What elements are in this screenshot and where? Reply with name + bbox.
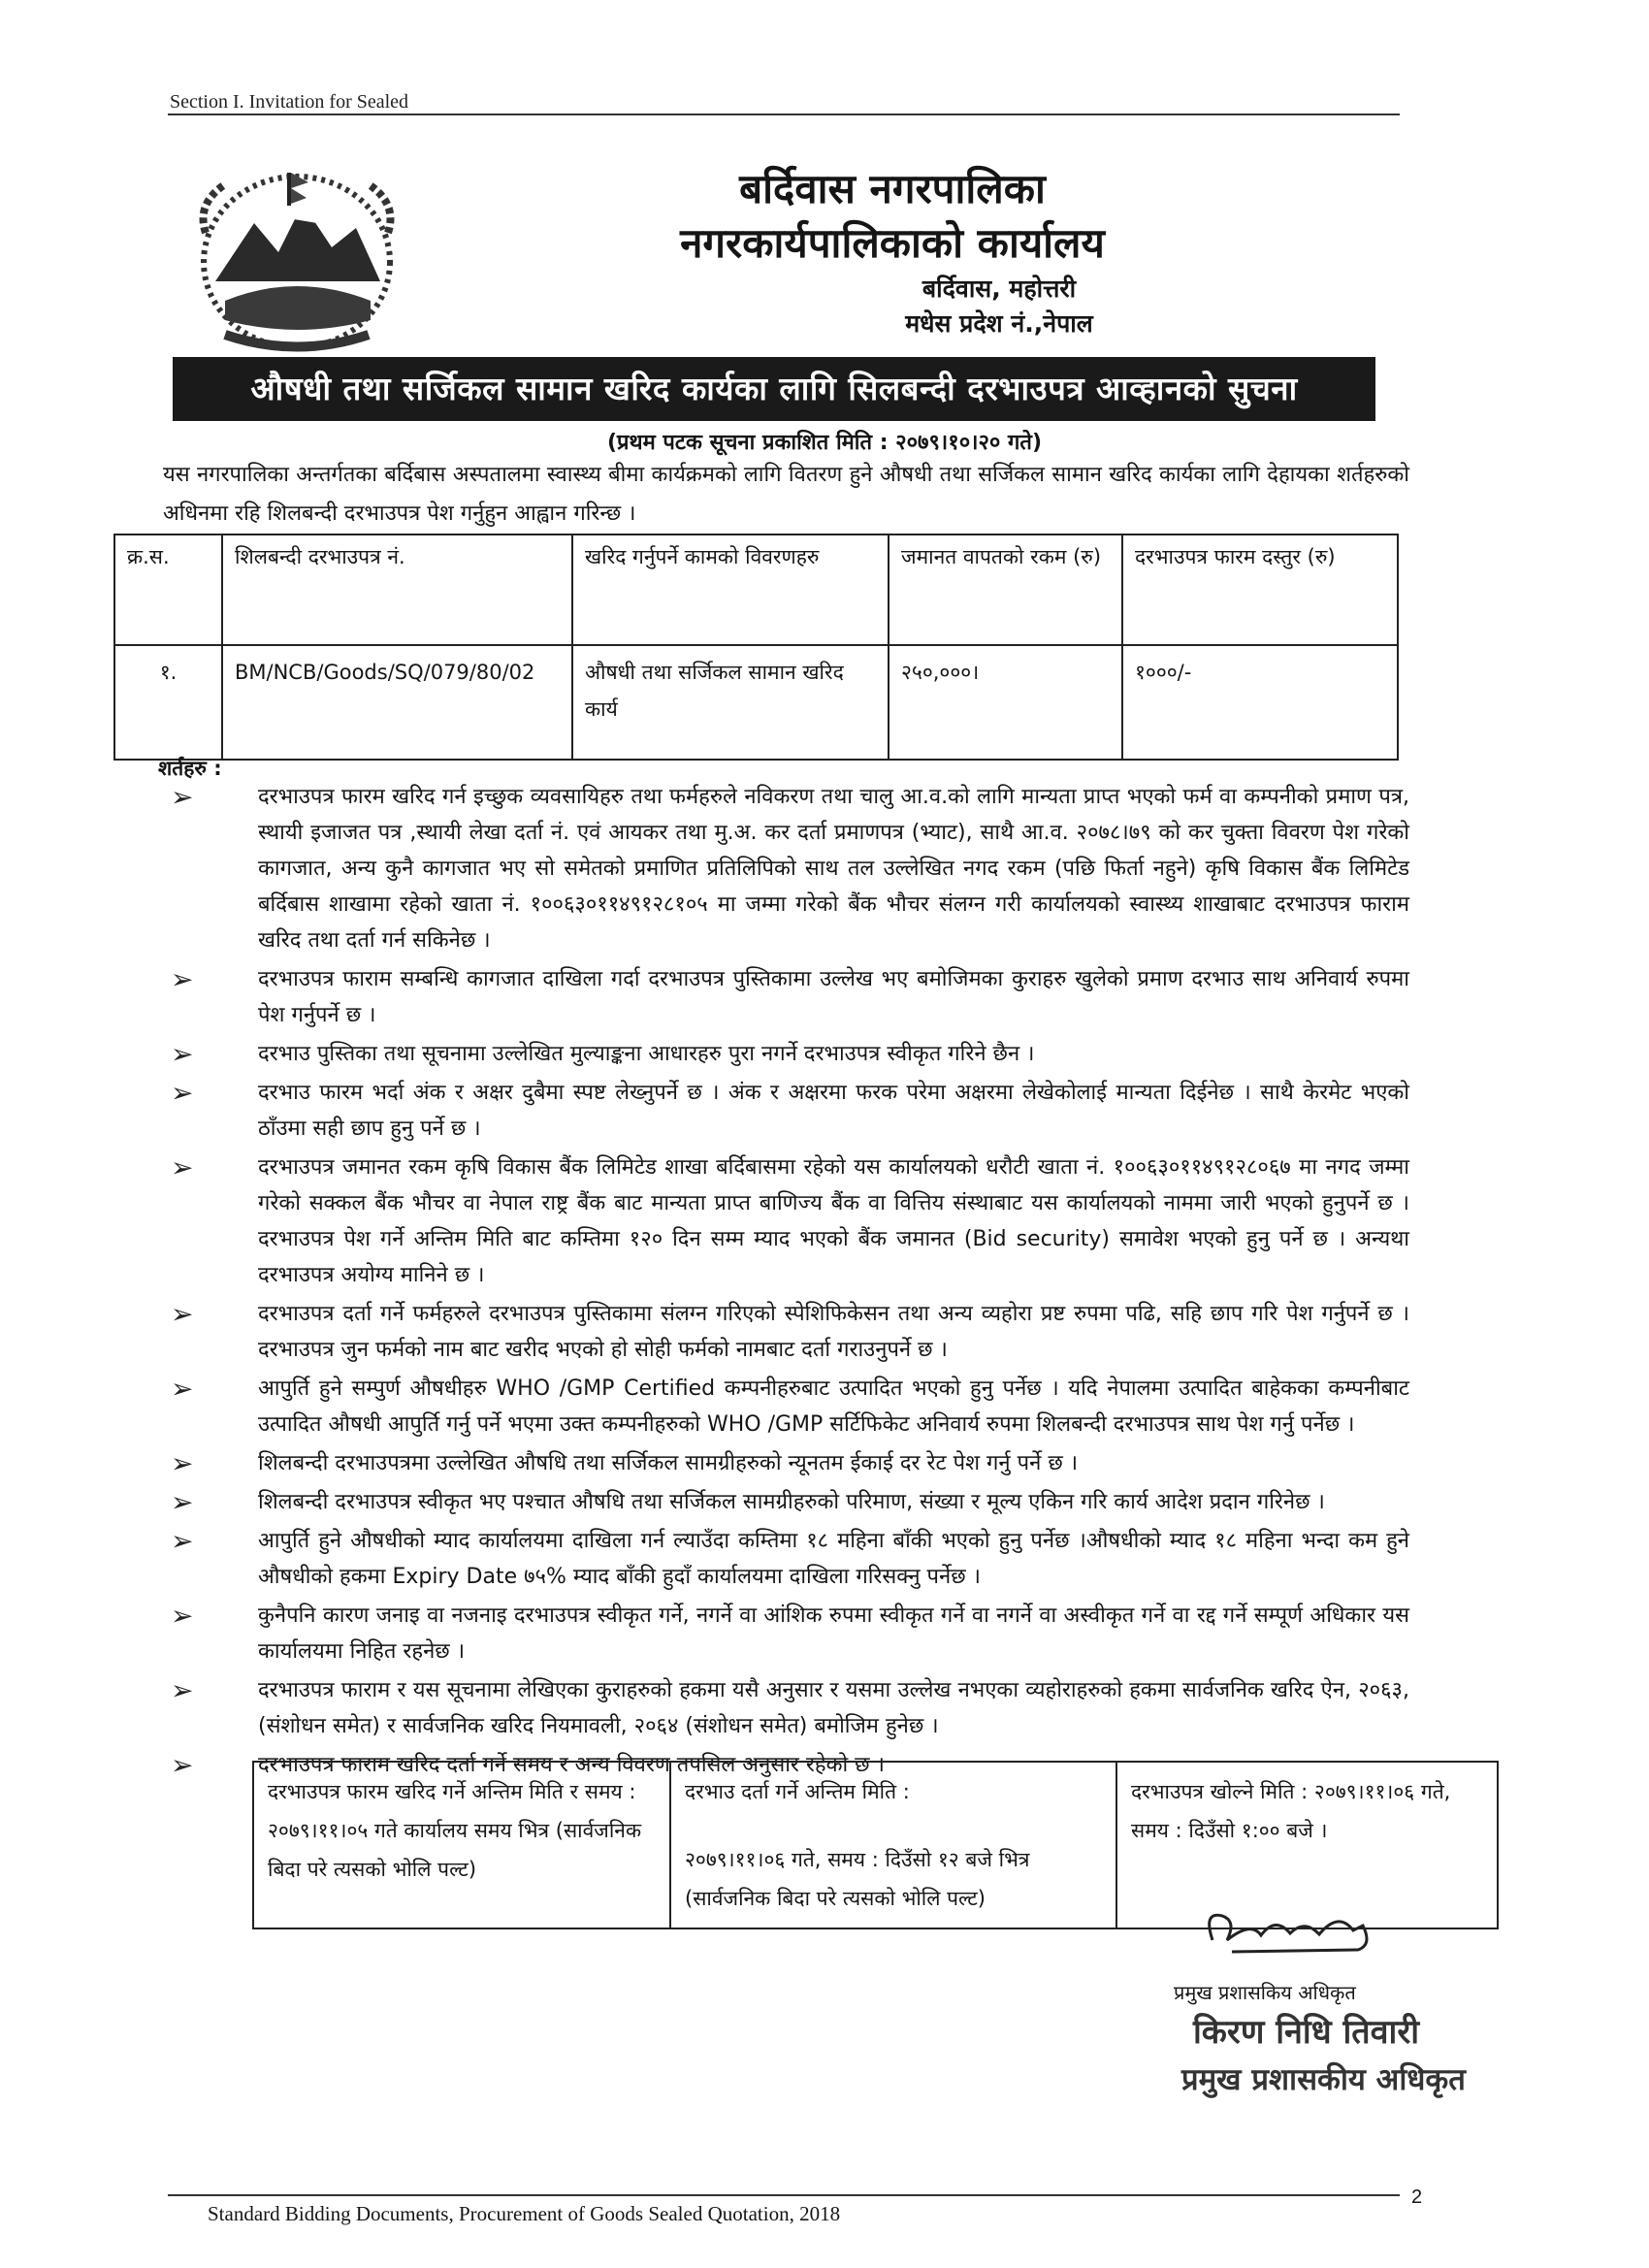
publication-date: (प्रथम पटक सूचना प्रकाशित मिति : २०७९।१०।२० गते) (606, 431, 1042, 455)
submission-deadline-cell (670, 1762, 1116, 1928)
column-header-ref: शिलबन्दी दरभाउपत्र नं. (222, 535, 572, 645)
government-of-nepal-emblem-icon (186, 165, 407, 359)
arrow-bullet-icon: ➢ (171, 1298, 194, 1330)
table-header-row (114, 535, 1398, 645)
running-header: Section I. Invitation for Sealed (170, 91, 409, 113)
purchase-deadline-cell: दरभाउपत्र फारम खरिद गर्ने अन्तिम मिति र समय : २०७९।११।०५ गते कार्यालय समय भित्र (सार्वजनिक बिदा परे त्यसको भोलि पल्ट) (253, 1762, 670, 1928)
arrow-bullet-icon: ➢ (171, 781, 194, 813)
cell-fee: १०००/- (1122, 645, 1398, 760)
column-header-sn: क्र.स. (114, 535, 222, 645)
page-number: 2 (1411, 2187, 1423, 2208)
column-header-desc: खरिद गर्नुपर्ने कामको विवरणहरु (572, 535, 889, 645)
municipality-name: बर्दिवास नगरपालिका (739, 165, 1046, 212)
cell-security: २५०,०००। (889, 645, 1122, 760)
signatory-title-large: प्रमुख प्रशासकीय अधिकृत (1181, 2062, 1466, 2097)
office-name: नगरकार्यपालिकाको कार्यालय (680, 219, 1105, 267)
list-item: ➢ आपुर्ति हुने औषधीको म्याद कार्यालयमा दाखिला गर्न ल्याउँदा कम्तिमा १८ महिना बाँकी भएको हुनु पर्नेछ ।औषधीको म्याद १८ महिना भन्दा कम हुने औषधीको हकमा Expiry Date ७५% म्याद बाँकी हुदाँ कार्यालयमा दाखिला गरिसक्नु पर्नेछ । (171, 1525, 1409, 1589)
address-line-1: बर्दिवास, महोत्तरी (922, 275, 1077, 303)
arrow-bullet-icon: ➢ (171, 1447, 194, 1479)
arrow-bullet-icon: ➢ (171, 1373, 194, 1405)
arrow-bullet-icon: ➢ (171, 963, 194, 995)
conditions-heading: शर्तहरु : (158, 757, 222, 780)
arrow-bullet-icon: ➢ (171, 1077, 194, 1109)
footer-rule (168, 2194, 1400, 2196)
submission-deadline-value: २०७९।११।०६ गते, समय : दिउँसो १२ बजे भित्र (सार्वजनिक बिदा परे त्यसको भोलि पल्ट) (685, 1848, 1030, 1910)
cell-ref: BM/NCB/Goods/SQ/079/80/02 (222, 645, 572, 760)
list-item: ➢ दरभाउपत्र फाराम खरिद दर्ता गर्ने समय र अन्य विवरण तपसिल अनुसार रहेको छ । (171, 1749, 885, 1781)
opening-date-cell: दरभाउपत्र खोल्ने मिति : २०७९।११।०६ गते, समय : दिउँसो १:०० बजे । (1116, 1762, 1498, 1928)
list-item: ➢ आपुर्ति हुने सम्पुर्ण औषधीहरु WHO /GMP Certified कम्पनीहरुबाट उत्पादित भएको हुनु पर्नेछ । यदि नेपालमा उत्पादित बाहेकका कम्पनीबाट उत्पादित औषधी आपुर्ति गर्नु पर्ने भएमा उक्त कम्पनीहरुको WHO /GMP सर्टिफिकेट अनिवार्य रुपमा शिलबन्दी दरभाउपत्र साथ पेश गर्नु पर्नेछ । (171, 1373, 1409, 1437)
footer-text: Standard Bidding Documents, Procurement of Goods Sealed Quotation, 2018 (208, 2202, 841, 2225)
list-item: ➢ शिलबन्दी दरभाउपत्रमा उल्लेखित औषधि तथा सर्जिकल सामग्रीहरुको न्यूनतम ईकाई दर रेट पेश गर्नु पर्ने छ । (171, 1447, 1079, 1479)
arrow-bullet-icon: ➢ (171, 1151, 194, 1183)
table-row (114, 645, 1398, 760)
list-item: ➢ दरभाउपत्र जमानत रकम कृषि विकास बैंक लिमिटेड शाखा बर्दिबासमा रहेको यस कार्यालयको धरौटी खाता नं. १००६३०११४९१२८०६७ मा नगद जम्मा गरेको सक्कल बैंक भौचर वा नेपाल राष्ट्र बैंक बाट मान्यता प्राप्त बाणिज्य बैंक वा वित्तिय संस्थाबाट यस कार्यालयको नाममा जारी भएको हुनुपर्ने छ । दरभाउपत्र पेश गर्ने अन्तिम मिति बाट कम्तिमा १२० दिन सम्म म्याद भएको बैंक जमानत (Bid security) समावेश भएको हुनु पर्ने छ । अन्यथा दरभाउपत्र अयोग्य मानिने छ । (171, 1151, 1409, 1287)
list-item: ➢ दरभाउ फारम भर्दा अंक र अक्षर दुबैमा स्पष्ट लेख्नुपर्ने छ । अंक र अक्षरमा फरक परेमा अक्षरमा लेखेकोलाई मान्यता दिईनेछ । साथै केरमेट भएको ठाँउमा सही छाप हुनु पर्ने छ । (171, 1077, 1409, 1141)
list-item: ➢ कुनैपनि कारण जनाइ वा नजनाइ दरभाउपत्र स्वीकृत गर्ने, नगर्ने वा आंशिक रुपमा स्वीकृत गर्ने वा नगर्ने वा अस्वीकृत गर्ने वा रद्द गर्ने सम्पूर्ण अधिकार यस कार्यालयमा निहित रहनेछ । (171, 1600, 1409, 1664)
organization-header (543, 163, 1242, 341)
conditions-list (163, 779, 1409, 1786)
submission-deadline-label: दरभाउ दर्ता गर्ने अन्तिम मिति : (685, 1780, 910, 1803)
list-item: ➢ दरभाउपत्र फारम खरिद गर्न इच्छुक व्यवसायिहरु तथा फर्महरुले नविकरण तथा चालु आ.व.को लागि मान्यता प्राप्त भएको फर्म वा कम्पनीको प्रमाण पत्र, स्थायी इजाजत पत्र ,स्थायी लेखा दर्ता नं. एवं आयकर तथा मु.अ. कर दर्ता प्रमाणपत्र (भ्याट), साथै आ.व. २०७८।७९ को कर चुक्ता विवरण पेश गरेको कागजात, अन्य कुनै कागजात भए सो समेतको प्रमाणित प्रतिलिपिको साथ तल उल्लेखित नगद रकम (पछि फिर्ता नहुने) कृषि विकास बैंक लिमिटेड बर्दिबास शाखामा रहेको खाता नं. १००६३०११४९१२८१०५ मा जम्मा गरेको बैंक भौचर संलग्न गरी कार्यालयको स्वास्थ्य शाखाबाट दरभाउपत्र फाराम खरिद तथा दर्ता गर्न सकिनेछ । (171, 781, 1409, 953)
signatory-name: किरण निधि तिवारी (1193, 2013, 1420, 2052)
cell-sn: १. (114, 645, 222, 760)
cell-desc: औषधी तथा सर्जिकल सामान खरिद कार्य (572, 645, 889, 760)
arrow-bullet-icon: ➢ (171, 1600, 194, 1632)
address-line-2: मधेस प्रदेश नं.,नेपाल (905, 309, 1093, 338)
arrow-bullet-icon: ➢ (171, 1486, 194, 1518)
column-header-security: जमानत वापतको रकम (रु) (889, 535, 1122, 645)
notice-title-banner: औषधी तथा सर्जिकल सामान खरिद कार्यका लागि सिलबन्दी दरभाउपत्र आव्हानको सुचना (173, 357, 1375, 421)
notice-intro-paragraph: यस नगरपालिका अन्तर्गतका बर्दिबास अस्पतालमा स्वास्थ्य बीमा कार्यक्रमको लागि वितरण हुने औषधी तथा सर्जिकल सामान खरिद कार्यका लागि देहायका शर्तहरुको अधिनमा रहि शिलबन्दी दरभाउपत्र पेश गर्नुहुन आह्वान गरिन्छ । (163, 463, 1409, 526)
list-item: ➢ दरभाउपत्र दर्ता गर्ने फर्महरुले दरभाउपत्र पुस्तिकामा संलग्न गरिएको स्पेशिफिकेसन तथा अन्य व्यहोरा प्रष्ट रुपमा पढि, सहि छाप गरि पेश गर्नुपर्ने छ । दरभाउपत्र जुन फर्मको नाम बाट खरीद भएको हो सोही फर्मको नामबाट दर्ता गराउनुपर्ने छ । (171, 1298, 1409, 1362)
header-rule (168, 113, 1400, 115)
column-header-fee: दरभाउपत्र फारम दस्तुर (रु) (1122, 535, 1398, 645)
arrow-bullet-icon: ➢ (171, 1674, 194, 1706)
list-item: ➢ शिलबन्दी दरभाउपत्र स्वीकृत भए पश्चात औषधि तथा सर्जिकल सामग्रीहरुको परिमाण, संख्या र मूल्य एकिन गरि कार्य आदेश प्रदान गरिनेछ । (171, 1486, 1325, 1518)
arrow-bullet-icon: ➢ (171, 1525, 194, 1557)
list-item: ➢ दरभाउपत्र फाराम र यस सूचनामा लेखिएका कुराहरुको हकमा यसै अनुसार र यसमा उल्लेख नभएका व्यहोराहरुको हकमा सार्वजनिक खरिद ऐन, २०६३, (संशोधन समेत) र सार्वजनिक खरिद नियमावली, २०६४ (संशोधन समेत) बमोजिम हुनेछ । (171, 1674, 1409, 1738)
arrow-bullet-icon: ➢ (171, 1749, 194, 1781)
signatory-title-small: प्रमुख प्रशासकिय अधिकृत (1174, 1981, 1356, 2004)
list-item: ➢ दरभाउ पुस्तिका तथा सूचनामा उल्लेखित मुल्याङ्कना आधारहरु पुरा नगर्ने दरभाउपत्र स्वीकृत गरिने छैन । (171, 1038, 1035, 1070)
arrow-bullet-icon: ➢ (171, 1038, 194, 1070)
signature-icon (1193, 1901, 1387, 1960)
list-item: ➢ दरभाउपत्र फाराम सम्बन्धि कागजात दाखिला गर्दा दरभाउपत्र पुस्तिकामा उल्लेख भए बमोजिमका कुराहरु खुलेको प्रमाण दरभाउ साथ अनिवार्य रुपमा पेश गर्नुपर्ने छ । (171, 963, 1409, 1027)
bid-details-table (113, 534, 1399, 761)
